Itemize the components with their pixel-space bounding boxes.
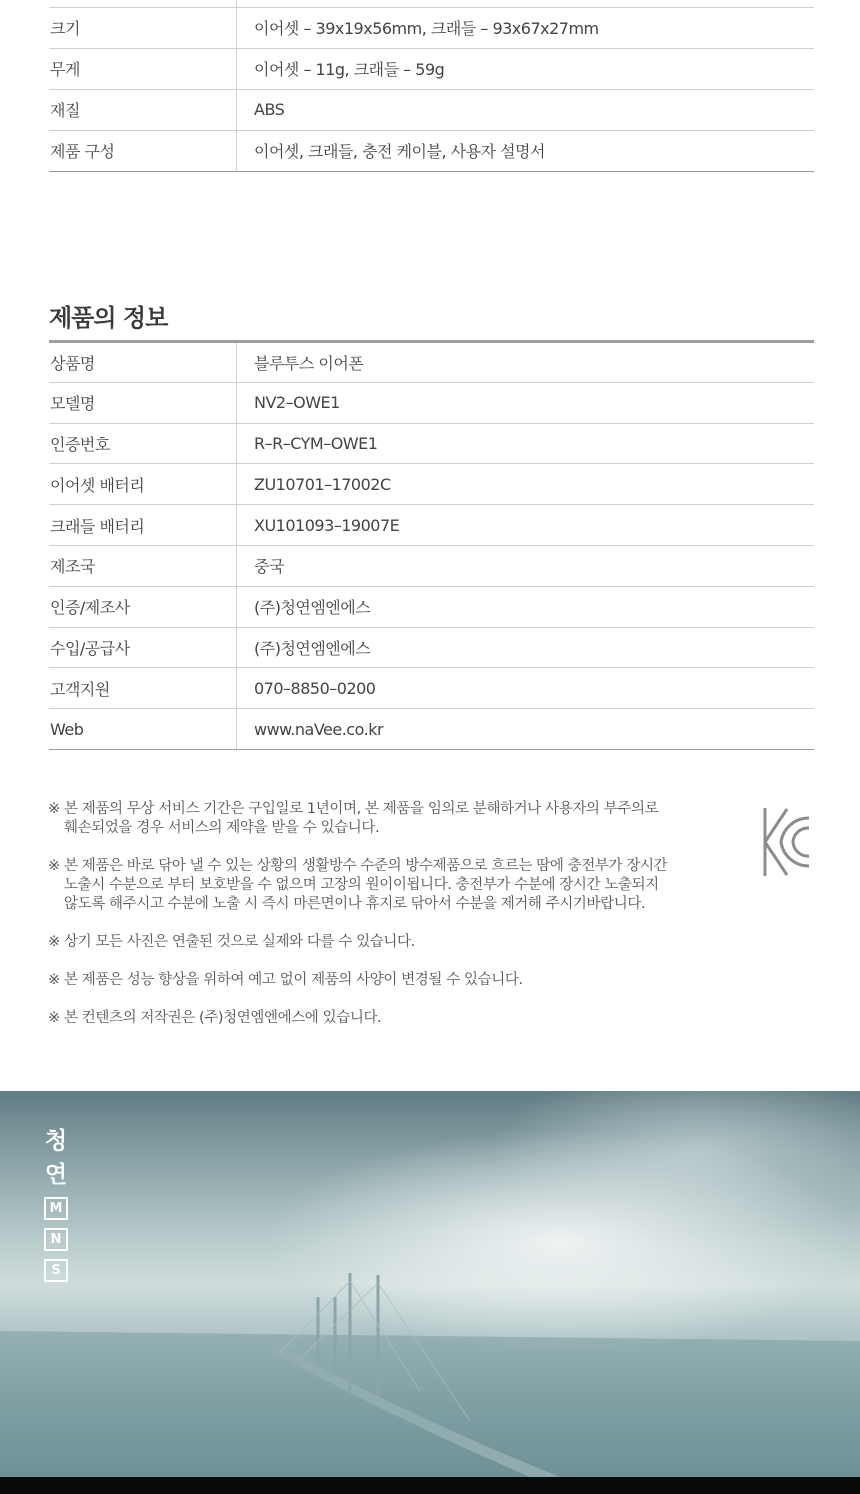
notice-item: ※ 본 컨텐츠의 저작권은 (주)청연엠엔에스에 있습니다.	[48, 1010, 382, 1026]
logo-letter: M	[44, 1197, 68, 1220]
spec-label: 무게	[49, 48, 237, 89]
info-label: Web	[49, 709, 237, 750]
info-label: 인증번호	[49, 423, 237, 464]
table-row	[49, 668, 814, 709]
info-label: 모델명	[49, 382, 237, 423]
table-row	[49, 0, 814, 7]
table-row	[49, 586, 814, 627]
info-label: 이어셋 배터리	[49, 464, 237, 505]
info-value: 블루투스 이어폰	[237, 342, 815, 383]
notice-list	[48, 800, 738, 1047]
spec-value: 이어셋, 크래들, 충전 케이블, 사용자 설명서	[237, 130, 815, 171]
kc-certification-icon	[763, 806, 810, 878]
info-value: NV2–OWE1	[237, 382, 815, 423]
table-row	[49, 505, 814, 546]
notice-item: ※ 본 제품의 무상 서비스 기간은 구입일로 1년이며, 본 제품을 임의로 분해하거나 사용자의 부주의로 훼손되었을 경우 서비스의 제약을 받을 수 있습니다.	[48, 801, 659, 836]
info-value: R–R–CYM–OWE1	[237, 423, 815, 464]
info-value: www.naVee.co.kr	[237, 709, 815, 750]
info-value: 070–8850–0200	[237, 668, 815, 709]
info-value: (주)청연엠엔에스	[237, 586, 815, 627]
spec-label	[49, 0, 237, 7]
logo-char: 연	[44, 1162, 68, 1188]
table-row	[49, 89, 814, 130]
spec-value	[237, 0, 815, 7]
info-value: (주)청연엠엔에스	[237, 627, 815, 668]
info-value: ZU10701–17002C	[237, 464, 815, 505]
notice-item: ※ 본 제품은 성능 향상을 위하여 예고 없이 제품의 사양이 변경될 수 있습니다.	[48, 972, 523, 988]
bottom-bar	[0, 1477, 860, 1494]
info-value: 중국	[237, 545, 815, 586]
table-row	[49, 382, 814, 423]
table-row	[49, 627, 814, 668]
spec-value: 이어셋 – 11g, 크래들 – 59g	[237, 48, 815, 89]
info-label: 크래들 배터리	[49, 505, 237, 546]
section-title: 제품의 정보	[49, 304, 168, 332]
spec-label: 크기	[49, 7, 237, 48]
table-row	[49, 130, 814, 171]
product-info-table	[49, 340, 814, 750]
notice-item: ※ 본 제품은 바로 닦아 낼 수 있는 상황의 생활방수 수준의 방수제품으로 흐르는 땀에 충전부가 장시간 노출시 수분으로 부터 보호받을 수 없으며 고장의 원이이됩니다. 충전부가 수분에 장시간 노출되지 않도록 해주시고 수분에 노출 시 즉시 마른면이나 휴지로 닦아서 수분을 제거해 주시기바랍니다.	[48, 858, 668, 912]
table-row	[49, 464, 814, 505]
info-label: 수입/공급사	[49, 627, 237, 668]
spec-table	[49, 0, 814, 172]
table-row	[49, 7, 814, 48]
table-row	[49, 709, 814, 750]
spec-value: ABS	[237, 89, 815, 130]
info-label: 고객지원	[49, 668, 237, 709]
spec-label: 제품 구성	[49, 130, 237, 171]
spec-value: 이어셋 – 39x19x56mm, 크래들 – 93x67x27mm	[237, 7, 815, 48]
info-label: 상품명	[49, 342, 237, 383]
info-label: 인증/제조사	[49, 586, 237, 627]
brand-logo	[44, 1129, 68, 1290]
info-label: 제조국	[49, 545, 237, 586]
table-row	[49, 545, 814, 586]
bridge-illustration	[0, 1091, 860, 1477]
spec-label: 재질	[49, 89, 237, 130]
table-row	[49, 342, 814, 383]
logo-letter: N	[44, 1228, 68, 1251]
brand-banner-image	[0, 1091, 860, 1477]
table-row	[49, 423, 814, 464]
info-value: XU101093–19007E	[237, 505, 815, 546]
logo-letter: S	[44, 1259, 68, 1282]
table-row	[49, 48, 814, 89]
logo-char: 청	[44, 1128, 68, 1154]
notice-item: ※ 상기 모든 사진은 연출된 것으로 실제와 다를 수 있습니다.	[48, 934, 415, 950]
